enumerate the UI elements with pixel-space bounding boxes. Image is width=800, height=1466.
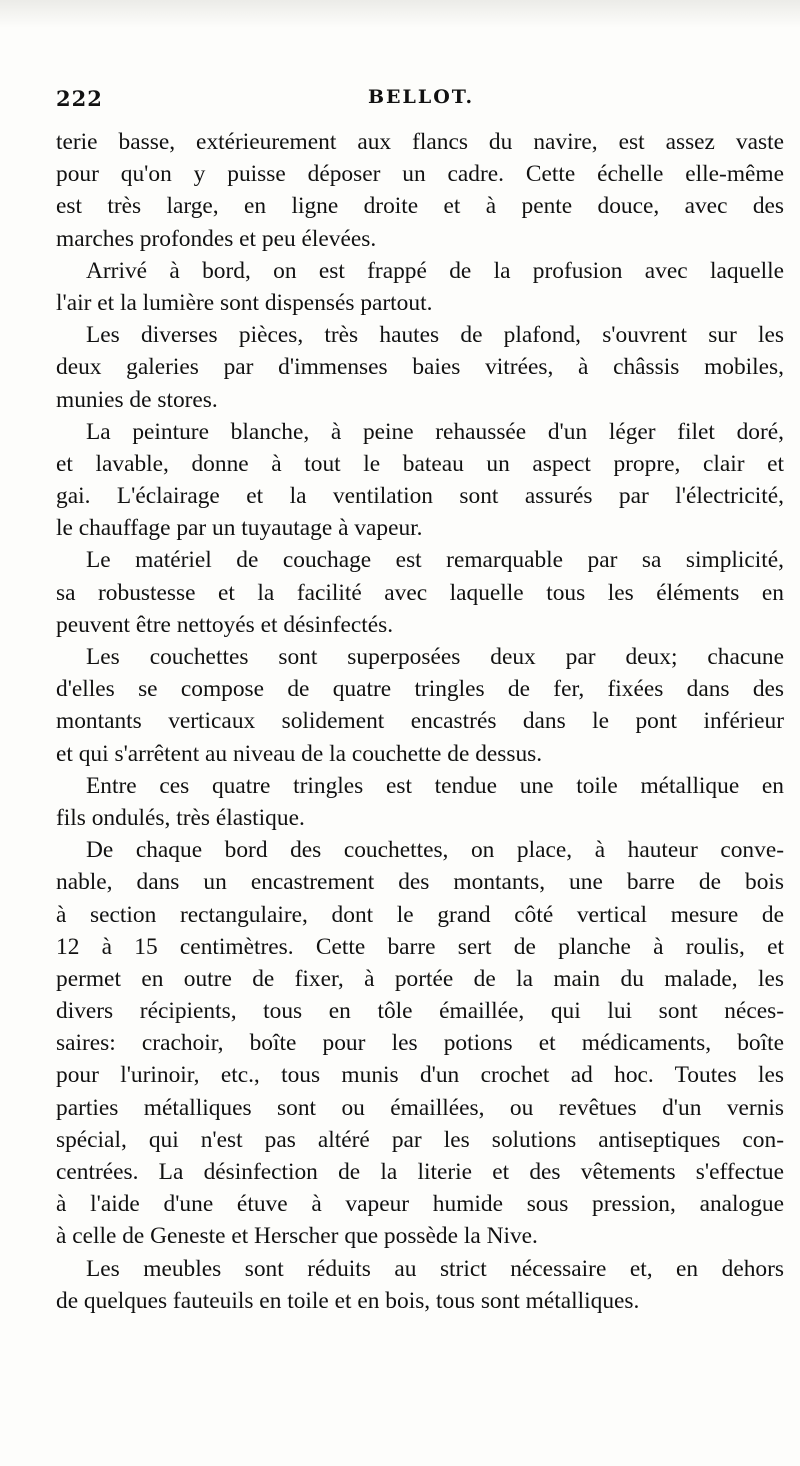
text-line: sa robustesse et la facilité avec laquelle tous les éléments en xyxy=(56,579,784,606)
text-line: munies de stores. xyxy=(56,386,218,413)
text-line: montants verticaux solidement encastrés dans le pont inférieur xyxy=(56,708,784,735)
text-line: permet en outre de fixer, à portée de la main du malade, les xyxy=(56,965,784,992)
text-line: Le matériel de couchage est remarquable par sa simplicité, xyxy=(86,547,784,574)
text-line: spécial, qui n'est pas altéré par les solutions antiseptiques con- xyxy=(56,1126,784,1153)
text-line: 12 à 15 centimètres. Cette barre sert de planche à roulis, et xyxy=(56,933,784,960)
text-line: nable, dans un encastrement des montants, une barre de bois xyxy=(56,869,784,896)
paragraph xyxy=(56,126,784,255)
text-line: Arrivé à bord, on est frappé de la profusion avec laquelle xyxy=(86,257,784,284)
text-line: parties métalliques sont ou émaillées, ou revêtues d'un vernis xyxy=(56,1094,784,1121)
text-line: pour qu'on y puisse déposer un cadre. Cette échelle elle-même xyxy=(56,161,784,188)
text-line: et lavable, donne à tout le bateau un aspect propre, clair et xyxy=(56,450,784,477)
text-line: Les couchettes sont superposées deux par deux; chacune xyxy=(86,644,784,670)
text-line: l'air et la lumière sont dispensés partout. xyxy=(56,289,433,316)
text-line: à l'aide d'une étuve à vapeur humide sous pression, analogue xyxy=(56,1191,784,1218)
paragraph xyxy=(56,770,784,834)
text-line: à celle de Geneste et Herscher que possède la Nive. xyxy=(56,1223,538,1250)
text-line: d'elles se compose de quatre tringles de fer, fixées dans des xyxy=(56,676,784,703)
text-line: Entre ces quatre tringles est tendue une toile métallique en xyxy=(86,772,784,799)
text-line: terie basse, extérieurement aux flancs du navire, est assez vaste xyxy=(56,129,784,155)
text-line: fils ondulés, très élastique. xyxy=(56,804,305,831)
text-line: Les diverses pièces, très hautes de plafond, s'ouvrent sur les xyxy=(86,322,784,349)
body-text xyxy=(56,126,784,1317)
paragraph xyxy=(56,416,784,545)
text-line: De chaque bord des couchettes, on place, à hauteur conve- xyxy=(86,837,784,864)
text-line: La peinture blanche, à peine rehaussée d'un léger filet doré, xyxy=(86,418,784,445)
text-line: saires: crachoir, boîte pour les potions et médicaments, boîte xyxy=(56,1030,784,1057)
paragraph xyxy=(56,834,784,1252)
text-line: pour l'urinoir, etc., tous munis d'un crochet ad hoc. Toutes les xyxy=(56,1062,784,1089)
text-line: peuvent être nettoyés et désinfectés. xyxy=(56,611,394,638)
text-line: gai. L'éclairage et la ventilation sont assurés par l'électricité, xyxy=(56,483,784,510)
text-line: divers récipients, tous en tôle émaillée, qui lui sont néces- xyxy=(56,998,784,1025)
text-line: et qui s'arrêtent au niveau de la couchette de dessus. xyxy=(56,740,543,767)
paragraph xyxy=(56,319,784,416)
paragraph xyxy=(56,544,784,641)
text-line: centrées. La désinfection de la literie et des vêtements s'effectue xyxy=(56,1159,784,1185)
paragraph xyxy=(56,255,784,319)
page-number: 222 xyxy=(56,86,103,111)
text-line: Les meubles sont réduits au strict nécessaire et, en dehors xyxy=(86,1255,784,1282)
text-line: deux galeries par d'immenses baies vitrées, à châssis mobiles, xyxy=(56,354,784,381)
text-line: de quelques fauteuils en toile et en bois, tous sont métalliques. xyxy=(56,1287,640,1314)
paragraph xyxy=(56,1253,784,1317)
running-head: BELLOT. xyxy=(368,86,475,108)
text-line: marches profondes et peu élevées. xyxy=(56,225,377,252)
text-line: est très large, en ligne droite et à pente douce, avec des xyxy=(56,193,784,220)
page-header xyxy=(56,86,764,118)
scan-edge xyxy=(0,0,800,28)
text-line: le chauffage par un tuyautage à vapeur. xyxy=(56,515,423,542)
paragraph xyxy=(56,641,784,770)
text-line: à section rectangulaire, dont le grand côté vertical mesure de xyxy=(56,901,784,928)
